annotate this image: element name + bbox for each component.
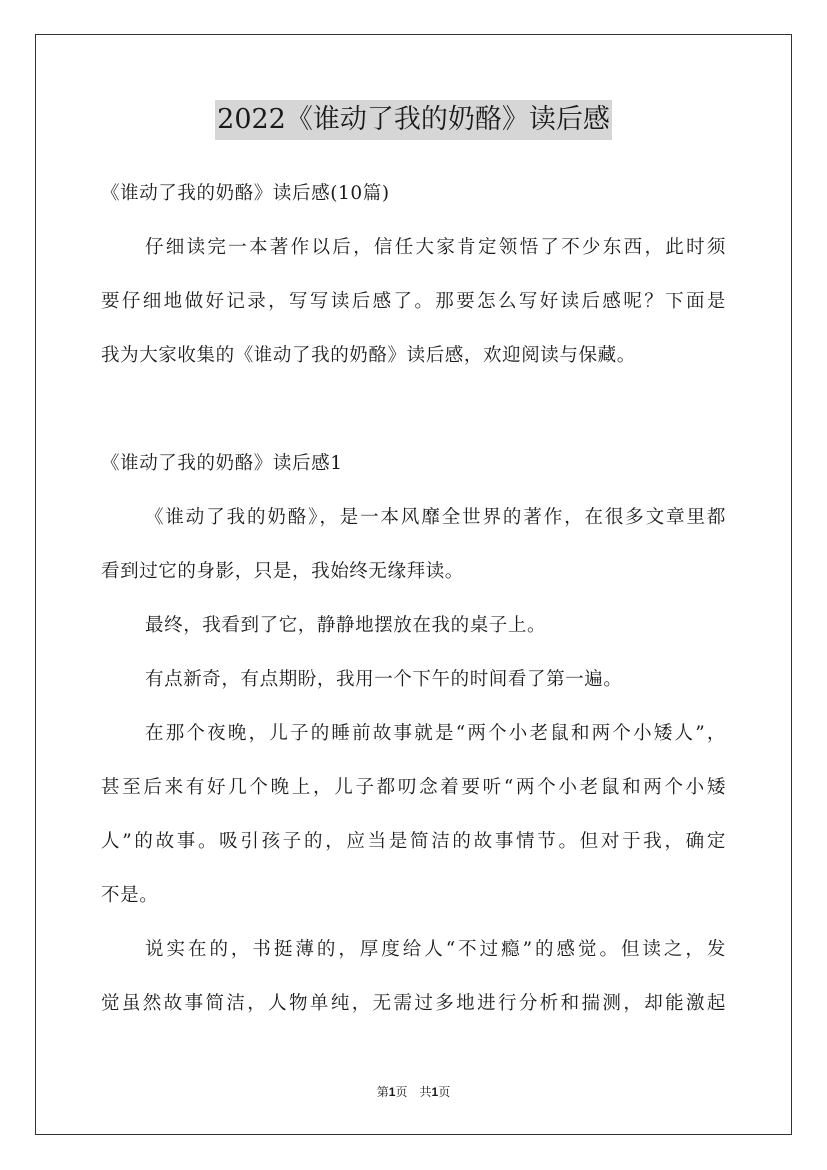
body-line: 说实在的，书挺薄的，厚度给人“不过瘾”的感觉。但读之，发 [145,939,726,960]
intro-line: 仔细读完一本著作以后，信任大家肯定领悟了不少东西，此时须 [145,237,726,258]
body-line: 人”的故事。吸引孩子的，应当是简洁的故事情节。但对于我，确定 [101,831,726,852]
page-footer [0,1083,827,1101]
footer-page-total: 1 [431,1085,439,1099]
body-line: 不是。 [101,885,159,906]
footer-page-mid: 页 共 [395,1085,432,1099]
document-subtitle: 《谁动了我的奶酪》读后感(10篇) [101,183,390,204]
footer-page-current: 1 [388,1085,396,1099]
title-container [0,100,827,140]
body-line: 觉虽然故事简洁，人物单纯，无需过多地进行分析和揣测，却能激起 [101,993,726,1014]
body-line: 看到过它的身影，只是，我始终无缘拜读。 [101,561,464,582]
intro-line: 我为大家收集的《谁动了我的奶酪》读后感，欢迎阅读与保藏。 [101,345,636,366]
footer-page-suffix: 页 [438,1085,451,1099]
body-line: 最终，我看到了它，静静地摆放在我的桌子上。 [145,615,547,636]
footer-page-prefix: 第 [376,1085,389,1099]
body-line: 《谁动了我的奶酪》，是一本风靡全世界的著作，在很多文章里都 [145,507,726,528]
body-line: 甚至后来有好几个晚上，儿子都叨念着要听“两个小老鼠和两个小矮 [101,777,726,798]
intro-line: 要仔细地做好记录，写写读后感了。那要怎么写好读后感呢？下面是 [101,291,726,312]
body-line: 在那个夜晚，儿子的睡前故事就是“两个小老鼠和两个小矮人”， [145,723,726,744]
document-title: 2022《谁动了我的奶酪》读后感 [215,100,612,140]
body-line: 有点新奇，有点期盼，我用一个下午的时间看了第一遍。 [145,669,623,690]
section-heading: 《谁动了我的奶酪》读后感1 [101,453,343,474]
